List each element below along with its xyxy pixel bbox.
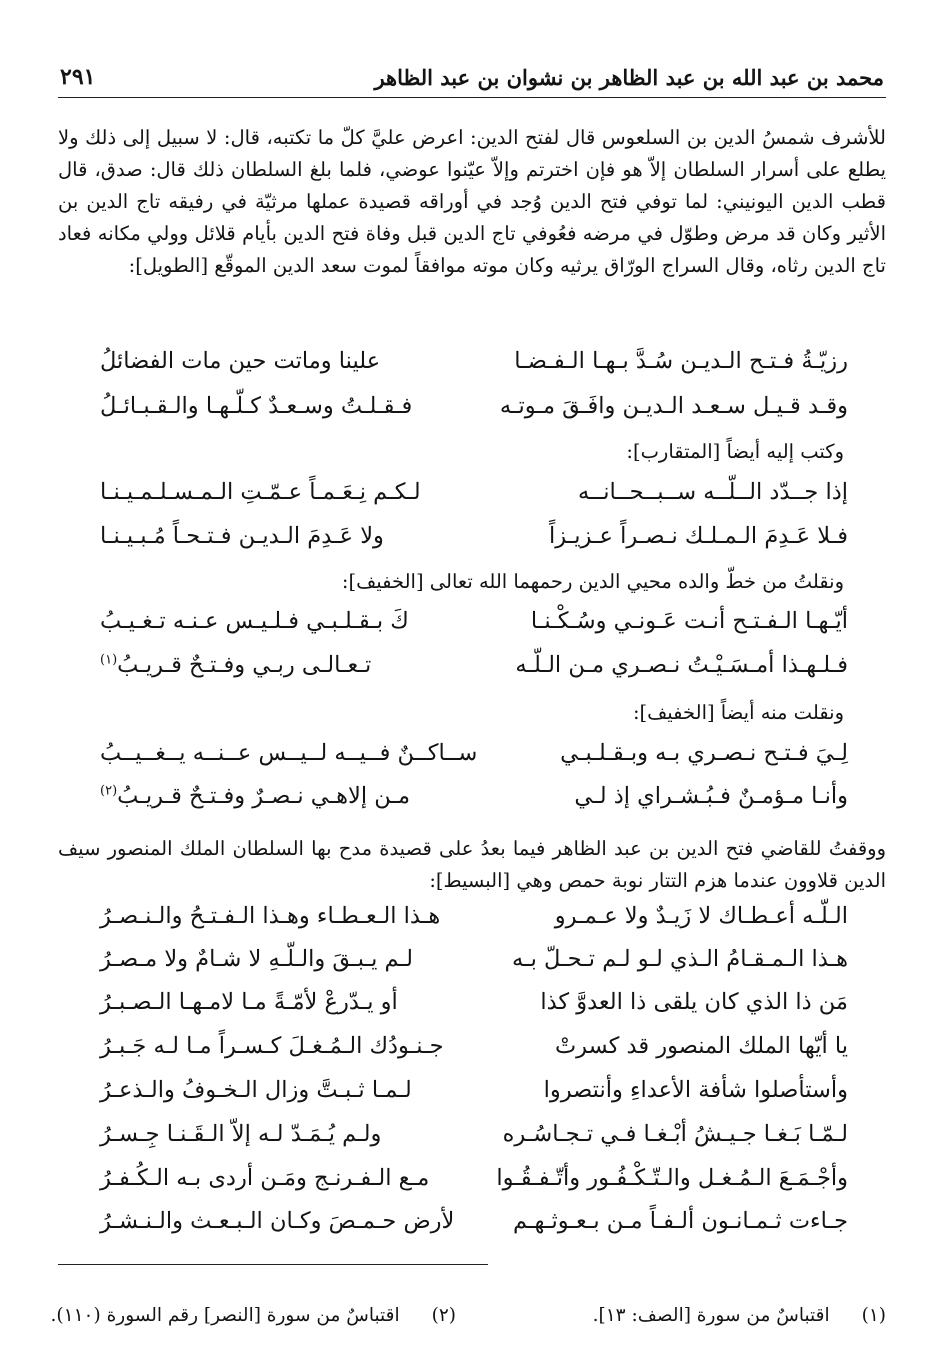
second-hemistich [100, 652, 371, 678]
footnote-reference: (٢) [100, 783, 118, 799]
first-hemistich: مَن ذا الذي كان يلقى ذا العدوَّ كذا [540, 989, 848, 1015]
footnote-divider [58, 1264, 488, 1265]
second-hemistich: أو يـدّرعْ لأمّـةً مـا لامـهـا الـصـبـرُ [100, 989, 398, 1015]
second-hemistich: جـنـودُك الـمُـغـلَ كـسـراً مـا لـه جَـبـرُ [100, 1033, 444, 1059]
verse-line [100, 1033, 848, 1075]
footnote-reference: (١) [100, 652, 118, 668]
header-divider [58, 97, 886, 98]
verse-line [100, 783, 848, 825]
footnote-text: اقتباسٌ من سورة [النصر] رقم السورة (١١٠). [50, 1305, 400, 1326]
second-hemistich: لـمـا ثـبـتَّ وزال الـخـوفُ والـذعـرُ [100, 1077, 412, 1103]
second-hemistich-text: مـن إلاهـي نـصـرٌ وفـتـحٌ قـريـبُ [117, 783, 411, 809]
second-hemistich: علينا وماتت حين مات الفضائلُ [100, 348, 381, 374]
poem-intro: ونقلتُ من خطّ والده محيي الدين رحمهما الله تعالى [الخفيف]: [341, 570, 844, 593]
paragraph-1: للأشرف شمسُ الدين بن السلعوس قال لفتح الدين: اعرض عليَّ كلّ ما تكتبه، قال: لا سبيل إلى ذلك ولا يطلع على أسرار السلطان إلاّ هو فإن اخترتم وإلاّ عيّنوا عوضي، فلما بلغ السلطان ذلك قال: صدق، قال قطب الدين اليونيني: لما توفي فتح الدين وُجد في أوراقه قصيدة عملها مرثيّة في رفيقه تاج الدين بن الأثير وكان قد مرض وطوّل في مرضه فعُوفي تاج الدين قبل وفاة فتح الدين بأيام قلائل وولي مكانه فعاد تاج الدين رثاه، وقال السراج الورّاق يرثيه وكان موته موافقاً لموت سعد الدين الموقّع [الطويل]: [58, 126, 886, 277]
first-hemistich: يا أيّها الملك المنصور قد كسرتْ [555, 1033, 848, 1059]
verse-line [100, 1208, 848, 1250]
first-hemistich: جـاءت ثـمـانـون ألـفـاً مـن بـعـوثـهـم [512, 1208, 848, 1234]
verse-line [100, 903, 848, 945]
verse-line [100, 989, 848, 1031]
second-hemistich: كَ بـقـلـبـي فـلـيـس عـنـه تـغـيـبُ [100, 608, 409, 634]
second-hemistich [100, 783, 410, 809]
first-hemistich: فـلا عَـدِمَ الـمـلـك نـصـراً عـزيـزاً [548, 523, 848, 549]
second-hemistich: فـقـلـتُ وسـعـدٌ كـلّـهـا والـقـبـائـلُ [100, 393, 413, 419]
first-hemistich: فـلـهـذا أمـسَـيْـتُ نـصـري مـن الـلّـه [515, 652, 848, 678]
first-hemistich: وأجْـمَـعَ الـمُـغـل والـتّـكْـفُـور وأتّـفـقُـوا [496, 1165, 848, 1191]
verse-line [100, 608, 848, 650]
first-hemistich: لِـيَ فـتـح نـصـري بـه وبـقـلـبـي [560, 740, 848, 766]
page-number: ٢٩١ [60, 64, 96, 90]
second-hemistich: لأرض حـمـصَ وكـان الـبـعـث والـنـشـرُ [100, 1208, 455, 1234]
page-header [60, 56, 884, 90]
footnote-text: اقتباسٌ من سورة [الصف: ١٣]. [592, 1305, 830, 1326]
second-hemistich: لـم يـبـقَ والـلّـهِ لا شـامٌ ولا مـصـرُ [100, 946, 413, 972]
footnote-number: (٢) [431, 1305, 456, 1326]
first-hemistich: أيّـهـا الـفـتـح أنـت عَـونـي وسُـكْـنـا [530, 608, 848, 634]
verse-line [100, 652, 848, 694]
second-hemistich-text: تـعـالـى ربـي وفـتـحٌ قـريـبُ [117, 652, 372, 678]
verse-line [100, 1121, 848, 1163]
footnote-number: (١) [861, 1305, 886, 1326]
verse-line [100, 523, 848, 565]
first-hemistich: إذا جــدّد الــلّــه ســبــحــانــه [578, 479, 848, 505]
verse-line [100, 1077, 848, 1119]
first-hemistich: الـلّـه أعـطـاك لا زَيـدٌ ولا عـمـرو [554, 903, 848, 929]
footnote [51, 1305, 456, 1326]
first-hemistich: وأنـا مـؤمـنٌ فـبُـشـراي إذ لـي [574, 783, 848, 809]
paragraph-2: ووقفتُ للقاضي فتح الدين بن عبد الظاهر فيما بعدُ على قصيدة مدح بها السلطان الملك المنصور سيف الدين قلاوون عندما هزم التتار نوبة حمص وهي [البسيط]: [58, 837, 886, 892]
first-hemistich: هـذا الـمـقـامُ الـذي لـو لـم تـحـلّ بـه [511, 946, 848, 972]
second-hemistich: ولـم يُـمَـدّ لـه إلاّ الـقَـنـا جِـسـرُ [100, 1121, 382, 1147]
second-hemistich: ولا عَـدِمَ الـديـن فـتـحـاً مُـبـيـنـا [100, 523, 384, 549]
footnote [593, 1305, 886, 1326]
poem-intro: وكتب إليه أيضاً [المتقارب]: [626, 440, 844, 463]
verse-line [100, 393, 848, 435]
verse-line [100, 740, 848, 782]
verse-line [100, 1165, 848, 1207]
verse-line [100, 348, 848, 390]
poem-intro: ونقلت منه أيضاً [الخفيف]: [632, 701, 844, 724]
first-hemistich: رزيّـةُ فـتـح الـديـن سُـدَّ بـهـا الـفـضـا [514, 348, 848, 374]
second-hemistich: هـذا الـعـطـاء وهـذا الـفـتـحُ والـنـصـرُ [100, 903, 441, 929]
first-hemistich: وقـد قـيـل سـعـد الـديـن وافَـقَ مـوتـه [499, 393, 848, 419]
verse-line [100, 479, 848, 521]
running-title: محمد بن عبد الله بن عبد الظاهر بن نشوان بن عبد الظاهر [374, 65, 884, 90]
first-hemistich: وأستأصلوا شأفة الأعداءِ وأنتصروا [543, 1077, 848, 1103]
first-hemistich: لـمّـا بَـغـا جـيـشُ أبْـغـا فـي تـجـاسُـره [502, 1121, 848, 1147]
second-hemistich: ســاكــنٌ فــيــه لــيــس عــنــه يــغــيــبُ [100, 740, 478, 766]
second-hemistich: مـع الـفـرنـج ومَـن أردى بـه الـكُـفـرُ [100, 1165, 430, 1191]
verse-line [100, 946, 848, 988]
second-hemistich: لـكـم نِـعَـمـاً عـمّـتِ الـمـسـلـمـيـنـا [100, 479, 421, 505]
